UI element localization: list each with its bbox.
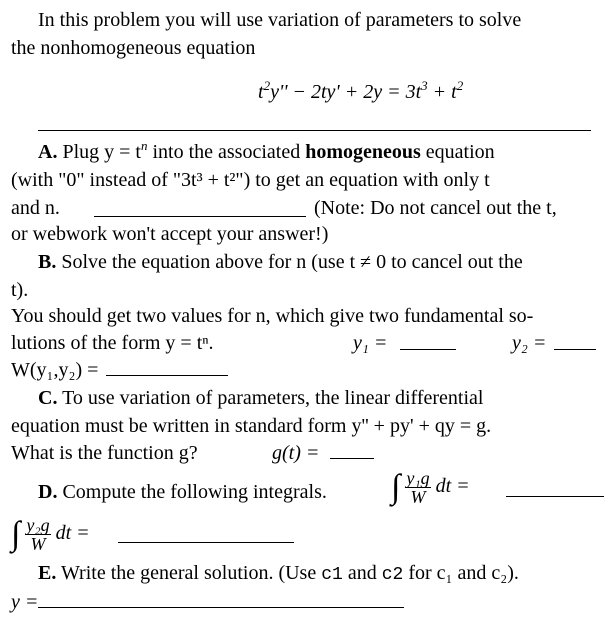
g-input[interactable]: [330, 458, 374, 459]
part-e-line-1: E. Write the general solution. (Use c1 and c2 for c₁ and c₂).: [38, 562, 519, 585]
part-a-line-2: (with "0" instead of "3t³ + t²") to get an equation with only t: [11, 169, 490, 191]
integral-1: ∫ $\frac{\text{y₁g}}{W}$ dt =: [391, 467, 470, 507]
part-a-line-3b: (Note: Do not cancel out the t,: [314, 197, 557, 219]
answer-a-input[interactable]: [94, 216, 306, 217]
part-c-line-2: equation must be written in standard form y'' + py' + qy = g.: [11, 415, 492, 437]
integral-1-input[interactable]: [506, 496, 604, 497]
integral-2: ∫ $\frac{\text{y₂g}}{W}$ dt =: [11, 514, 90, 554]
part-a-line-1: A. Plug $y = t^n$ into the associated homogeneous equation: [38, 138, 495, 163]
general-solution-input[interactable]: [38, 607, 404, 608]
wronskian-input[interactable]: [106, 375, 228, 376]
part-b-line-1: B. Solve the equation above for n (use t ≠ 0 to cancel out the: [38, 251, 523, 273]
y2-label: y₂ =: [512, 332, 547, 354]
main-equation: $t^2y'' - 2ty' + 2y = 3t^3 + t^2$: [258, 78, 464, 103]
section-divider: [38, 130, 591, 131]
g-label: g(t) =: [272, 442, 320, 464]
y1-label: y₁ =: [353, 332, 388, 354]
part-d-line-1: D. Compute the following integrals.: [38, 481, 327, 503]
intro-line-2: the nonhomogeneous equation: [11, 37, 256, 59]
part-b-line-3: lutions of the form y = tⁿ.: [11, 332, 214, 354]
intro-line-1: In this problem you will use variation of parameters to solve: [38, 9, 522, 31]
general-solution-label: y =: [11, 591, 39, 613]
part-b-line-2: You should get two values for n, which give two fundamental so-: [11, 305, 534, 327]
integral-2-input[interactable]: [118, 542, 294, 543]
wronskian-label: W(y₁,y₂) =: [11, 359, 99, 381]
integral-sign: ∫: [11, 515, 21, 553]
part-c-line-1: C. To use variation of parameters, the linear differential: [38, 387, 484, 409]
part-b-cont: t).: [11, 279, 29, 301]
part-a-line-4: or webwork won't accept your answer!): [11, 223, 329, 245]
integral-sign: ∫: [391, 468, 401, 506]
part-a-line-3a: and n.: [11, 197, 60, 219]
y1-input[interactable]: [400, 349, 456, 350]
part-c-line-3: What is the function g?: [11, 442, 198, 464]
y2-input[interactable]: [554, 349, 596, 350]
